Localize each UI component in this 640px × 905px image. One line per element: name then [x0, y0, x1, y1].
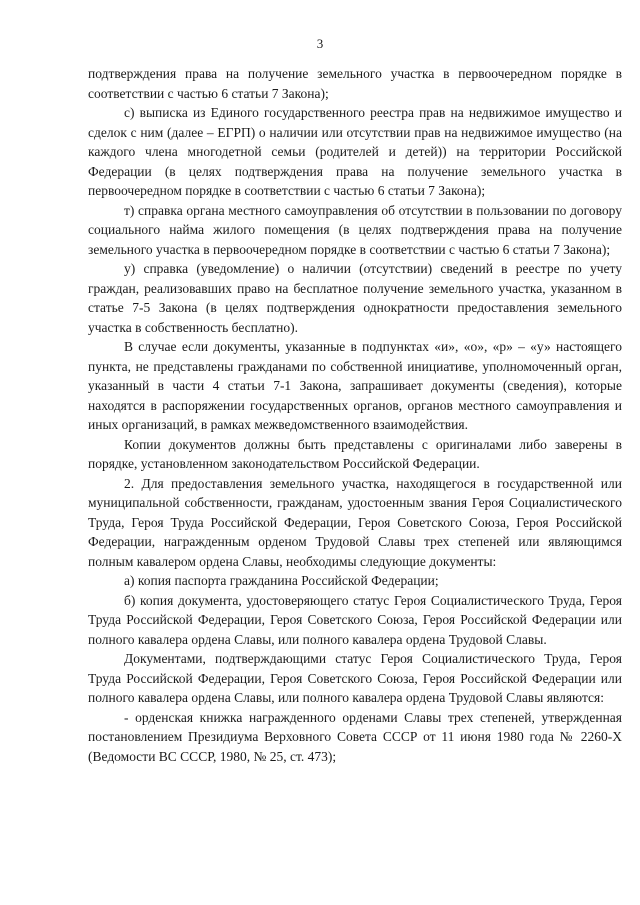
paragraph-copies: Копии документов должны быть представлены с оригиналами либо заверены в порядке, установленном законодательством Российской Федерации. [88, 436, 622, 471]
paragraph-item-u: у) справка (уведомление) о наличии (отсутствии) сведений в реестре по учету граждан, реализовавших право на бесплатное получение земельного участка, указанном в статье 7-5 Закона (в целях подтверждения однократности предоставления земельного участка в собственность бесплатно). [88, 261, 622, 335]
page-number: 3 [316, 36, 324, 51]
paragraph-order-book: - орденская книжка награжденного орденами Славы трех степеней, утвержденная постановлением Президиума Верховного Совета СССР от 11 июня 1980 года № 2260-X (Ведомости ВС СССР, 1980, № 25, ст. 473); [88, 709, 622, 764]
document-body [88, 64, 622, 766]
paragraph-item-b: б) копия документа, удостоверяющего статус Героя Социалистического Труда, Героя Труда Российской Федерации, Героя Советского Союза, Героя Российской Федерации или полного кавалера ордена Славы, или полного кавалера ордена Трудовой Славы. [88, 592, 622, 647]
paragraph-section-2: 2. Для предоставления земельного участка, находящегося в государственной или муниципальной собственности, гражданам, удостоенным звания Героя Социалистического Труда, Героя Труда Российской Федерации, Героя Советского Союза, Героя Российской Федерации, награжденным орденом Трудовой Славы трех степеней или являющимся полным кавалером ордена Славы, необходимы следующие документы: [88, 475, 622, 569]
paragraph-item-a: а) копия паспорта гражданина Российской Федерации; [124, 573, 439, 588]
paragraph-item-s: с) выписка из Единого государственного реестра прав на недвижимое имущество и сделок с ним (далее – ЕГРП) о наличии или отсутствии прав на недвижимое имущество (на каждого члена многодетной семьи (родителей и детей)) на территории Российской Федерации (в целях подтверждения права на получение земельного участка в первоочередном порядке в соответствии с частью 6 статьи 7 Закона); [88, 105, 622, 198]
paragraph-item-t: т) справка органа местного самоуправления об отсутствии в пользовании по договору социального найма жилого помещения (в целях подтверждения права на получение земельного участка в первоочередном порядке в соответствии с частью 6 статьи 7 Закона); [88, 202, 622, 257]
paragraph-continuation: подтверждения права на получение земельного участка в первоочередном порядке в соответствии с частью 6 статьи 7 Закона); [88, 66, 622, 101]
paragraph-interagency-request: В случае если документы, указанные в подпунктах «и», «о», «р» – «у» настоящего пункта, не представлены гражданами по собственной инициативе, уполномоченный орган, указанный в части 4 статьи 7-1 Закона, запрашивает документы (сведения), которые находятся в распоряжении государственных органов, органов местного самоуправления и иных организаций, в рамках межведомственного взаимодействия. [88, 339, 622, 432]
paragraph-status-documents: Документами, подтверждающими статус Героя Социалистического Труда, Героя Труда Российской Федерации, Героя Советского Союза, Героя Российской Федерации или полного кавалера ордена Славы, или полного кавалера ордена Трудовой Славы являются: [88, 651, 622, 705]
